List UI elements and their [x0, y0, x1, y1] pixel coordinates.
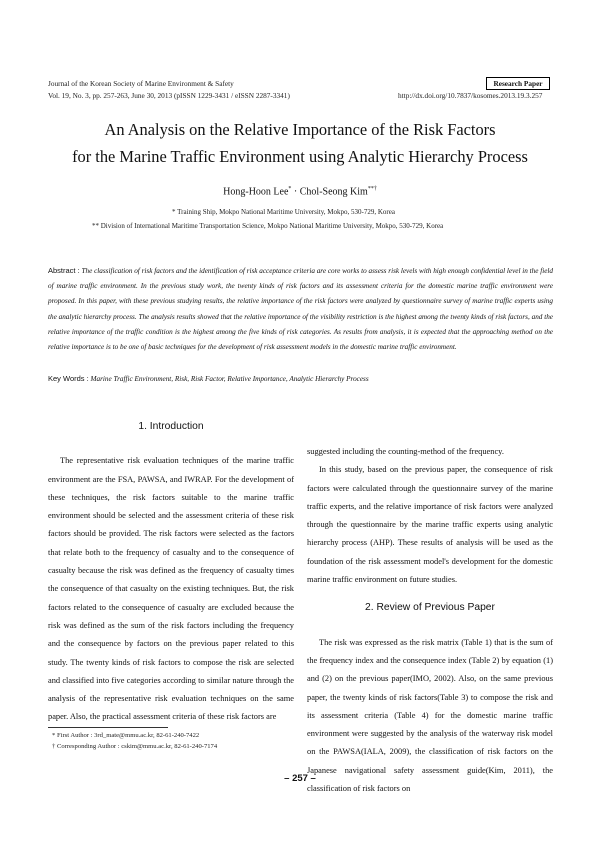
journal-name: Journal of the Korean Society of Marine Environment & Safety	[48, 79, 234, 88]
section-2-heading: 2. Review of Previous Paper	[365, 602, 495, 614]
abstract-label: Abstract :	[48, 266, 80, 275]
section-1-heading: 1. Introduction	[138, 421, 204, 432]
section-1-paragraph-1: The representative risk evaluation techniques of the marine traffic environment are the FSA, PAWSA, and IWRAP. For the development of these techniques, the risk factors suitable to the marine traffic environment should be selected and the assessment criteria of these risk factors should be provided. The risk factors were selected as the factors that relate both to the frequency of casualty and to the consequence of casualty because the risk was defined as the frequency of casualty times the consequence of that casualty on the existing techniques. But, the risk factors related to the consequence of casualty are excluded because the risk was defined as the sum of the risk factors including the frequency and the consequence by factors on the previous paper related to this study. The twenty kinds of risk factors to compose the risk are selected and classified into five categories according to similar nature through the analysis of the representative risk evaluation techniques on the same paper. Also, the practical assessment criteria of these risk factors are	[48, 456, 294, 722]
left-column	[48, 421, 294, 727]
footnote-corresponding-author: † Corresponding Author : cskim@mmu.ac.kr, 82-61-240-7174	[52, 742, 218, 750]
section-1-paragraph-1-continued: suggested including the counting-method of the frequency.	[307, 447, 504, 456]
title-line-2: for the Marine Traffic Environment using Analytic Hierarchy Process	[72, 147, 528, 166]
abstract	[48, 263, 553, 355]
author-2-mark: **†	[367, 186, 377, 192]
paper-type-badge: Research Paper	[486, 77, 550, 90]
author-2: Chol-Seong Kim	[299, 186, 368, 198]
footnote-divider	[48, 727, 168, 728]
abstract-text: The classification of risk factors and the identification of risk acceptance criteria are core works to assess risk levels with high enough confidential level in the field of marine traffic environment. In the previous study work, the twenty kinds of risk factors and its assessment criteria for the domestic marine traffic environment were proposed. In this paper, with these previous studying results, the relative importance of the risk factors were analyzed by questionnaire survey of marine traffic experts using the analytic hierarchy process. The analysis results showed that the relative importance of the visibility restriction is the highest among the twenty kinds of risk factors, and the relative importance of the traffic condition is the highest among the five kinds of risk categories. As results from analysis, it is expected that the approaching method on the relative importance is to be one of basic techniques for the development of risk assessment models in the domestic marine traffic environment.	[48, 267, 554, 352]
right-column	[307, 443, 553, 798]
doi-link[interactable]: http://dx.doi.org/10.7837/kosomes.2013.19.3.257	[398, 91, 543, 100]
author-1: Hong-Hoon Lee	[223, 186, 289, 198]
author-1-mark: *	[288, 186, 292, 192]
journal-info	[48, 78, 290, 102]
section-2-paragraph-1: The risk was expressed as the risk matrix (Table 1) that is the sum of the frequency index and the consequence index (Table 2) by equation (1) and (2) on the previous paper(IMO, 2002). Also, on the same previous paper, the twenty kinds of risk factors(Table 3) to compose the risk and its assessment criteria (Table 4) for the domestic marine traffic environment were suggested by the analysis of the waterway risk model on the PAWSA(IALA, 2009), the classification of risk factors on the Japanese navigational safety assessment guide(Kim, 2011), the classification of risk factors on	[307, 637, 553, 794]
author-block	[0, 186, 600, 197]
keywords	[48, 374, 553, 383]
keywords-text: Marine Traffic Environment, Risk, Risk Factor, Relative Importance, Analytic Hierarchy Process	[90, 375, 369, 383]
author-separator: ·	[293, 186, 298, 198]
affiliation-1: * Training Ship, Mokpo National Maritime University, Mokpo, 530-729, Korea	[172, 208, 395, 216]
affiliation-2: ** Division of International Maritime Transportation Science, Mokpo National Maritime University, Mokpo, 530-729, Korea	[92, 222, 444, 230]
page-number: – 257 –	[284, 773, 316, 784]
footnote-first-author: * First Author : 3rd_mate@mmu.ac.kr, 82-61-240-7422	[52, 732, 200, 739]
section-1-paragraph-2: In this study, based on the previous paper, the consequence of risk factors were calculated through the questionnaire survey of the marine traffic experts, and the relative importance of risk factors were analyzed through the questionnaire by the marine traffic experts using analytic hierarchy process (AHP). These results of analysis will be used as the foundation of the risk assessment model's development for the domestic marine traffic environment on future studies.	[307, 465, 553, 585]
keywords-label: Key Words :	[48, 374, 89, 383]
footnotes	[52, 731, 217, 752]
title-line-1: An Analysis on the Relative Importance of the Risk Factors	[104, 120, 496, 139]
journal-volume: Vol. 19, No. 3, pp. 257-263, June 30, 2013 (pISSN 1229-3431 / eISSN 2287-3341)	[48, 91, 290, 100]
